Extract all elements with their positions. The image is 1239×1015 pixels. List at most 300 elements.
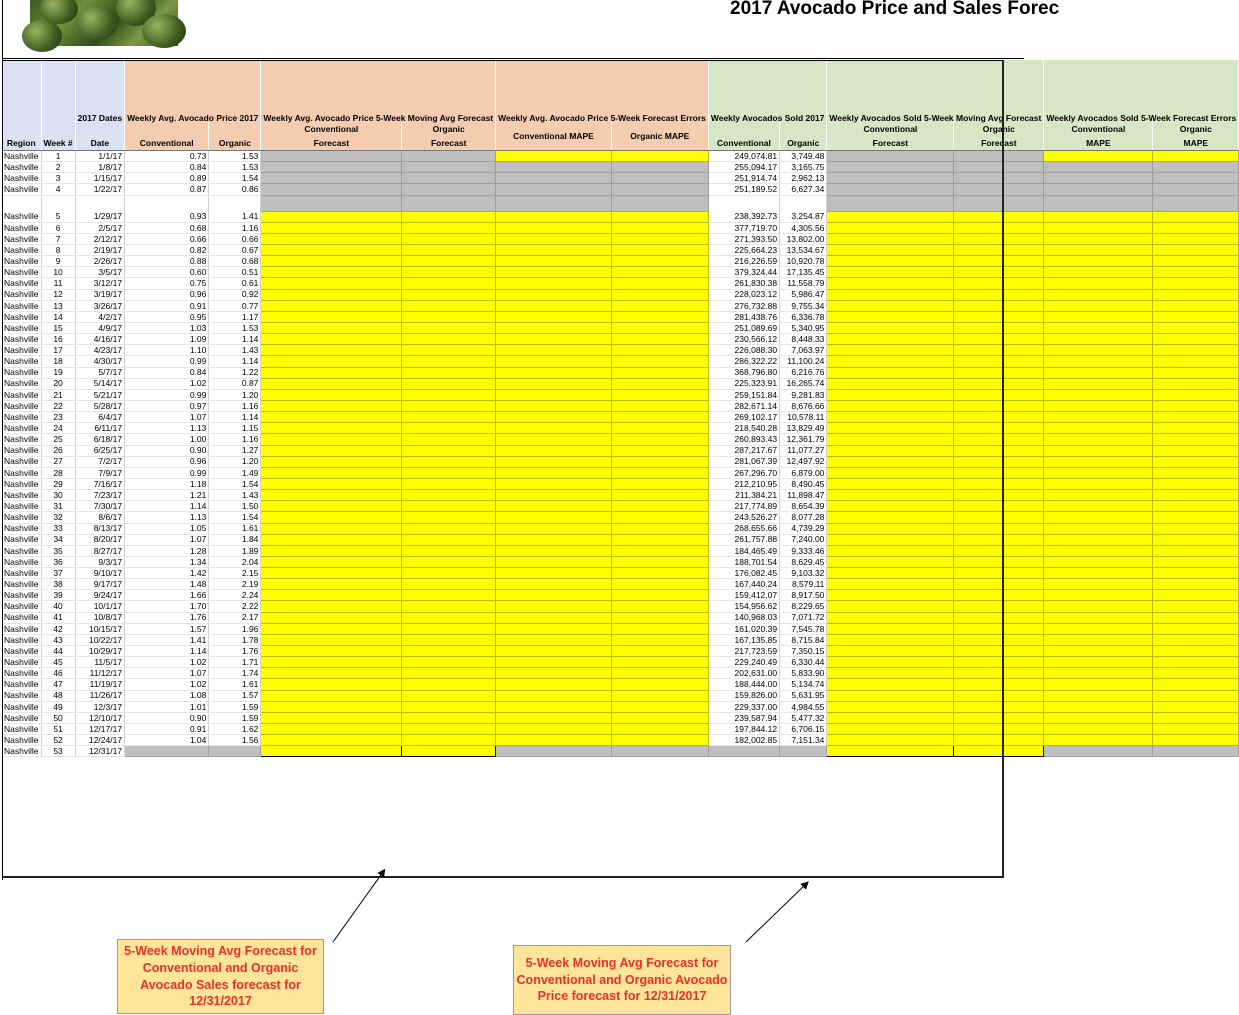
cell-price-org-mape bbox=[611, 568, 708, 579]
cell-region: Nashville bbox=[2, 345, 41, 356]
table-row bbox=[2, 412, 1239, 423]
cell-sold-conv-mape bbox=[1044, 211, 1153, 222]
cell-date: 4/9/17 bbox=[75, 322, 124, 333]
cell-sold-ma-org-forecast bbox=[954, 612, 1044, 623]
cell-week: 52 bbox=[41, 735, 75, 746]
cell-sold-org-mape bbox=[1153, 233, 1239, 244]
cell-sold-org-mape bbox=[1153, 657, 1239, 668]
cell-price-ma-org-forecast bbox=[402, 735, 496, 746]
cell-price-ma-org-forecast bbox=[402, 278, 496, 289]
cell-sold-organic: 8,448.33 bbox=[780, 334, 827, 345]
cell-sold-org-mape bbox=[1153, 222, 1239, 233]
cell-price-conv-mape bbox=[496, 456, 612, 467]
cell-week: 15 bbox=[41, 322, 75, 333]
cell-sold-organic: 6,216.76 bbox=[780, 367, 827, 378]
cell-sold-conventional: 271,393.50 bbox=[708, 233, 779, 244]
cell-region: Nashville bbox=[2, 690, 41, 701]
cell-sold-conv-mape bbox=[1044, 233, 1153, 244]
cell-sold-ma-conv-forecast bbox=[827, 512, 954, 523]
cell-sold-organic: 8,490.45 bbox=[780, 478, 827, 489]
cell-sold-org-mape bbox=[1153, 456, 1239, 467]
cell-sold-ma-org-forecast bbox=[954, 423, 1044, 434]
cell-date: 4/16/17 bbox=[75, 334, 124, 345]
h3-sold-err-conv-mape: MAPE bbox=[1044, 136, 1153, 151]
cell-price-organic: 0.68 bbox=[209, 256, 261, 267]
cell-sold-ma-org-forecast bbox=[954, 724, 1044, 735]
cell-price-org-mape bbox=[611, 456, 708, 467]
cell-sold-ma-org-forecast bbox=[954, 634, 1044, 645]
cell-week: 44 bbox=[41, 646, 75, 657]
annotation-arrows bbox=[0, 870, 1024, 950]
cell-price-org-mape bbox=[611, 556, 708, 567]
cell-sold-organic: 7,151.34 bbox=[780, 735, 827, 746]
cell-price-organic: 1.62 bbox=[209, 724, 261, 735]
cell-price-organic: 2.22 bbox=[209, 601, 261, 612]
cell-sold-conventional: 211,384.21 bbox=[708, 490, 779, 501]
cell-price-conventional: 0.99 bbox=[125, 467, 209, 478]
h2-price-err-conv-mape: Conventional MAPE bbox=[496, 122, 612, 151]
cell-sold-ma-conv-forecast bbox=[827, 256, 954, 267]
cell-sold-organic: 5,631.95 bbox=[780, 690, 827, 701]
cell-sold-organic: 6,706.15 bbox=[780, 724, 827, 735]
cell-price-ma-conv-forecast bbox=[261, 278, 402, 289]
cell-price-ma-org-forecast bbox=[402, 244, 496, 255]
cell-week: 2 bbox=[41, 162, 75, 173]
cell-price-ma-conv-forecast bbox=[261, 378, 402, 389]
cell-price-conv-mape bbox=[496, 478, 612, 489]
cell-price-ma-conv-forecast bbox=[261, 400, 402, 411]
cell-price-org-mape bbox=[611, 545, 708, 556]
cell-region: Nashville bbox=[2, 151, 41, 162]
cell-week: 39 bbox=[41, 590, 75, 601]
cell-price-ma-conv-forecast bbox=[261, 634, 402, 645]
cell-date: 9/17/17 bbox=[75, 579, 124, 590]
cell-date: 3/5/17 bbox=[75, 267, 124, 278]
cell-sold-ma-org-forecast bbox=[954, 400, 1044, 411]
table-row bbox=[2, 151, 1239, 162]
cell-sold-ma-org-forecast bbox=[954, 657, 1044, 668]
cell-sold-organic: 8,229.65 bbox=[780, 601, 827, 612]
cell-date: 9/3/17 bbox=[75, 556, 124, 567]
cell-price-org-mape bbox=[611, 657, 708, 668]
cell-sold-ma-conv-forecast bbox=[827, 646, 954, 657]
table-row bbox=[2, 612, 1239, 623]
table-row bbox=[2, 545, 1239, 556]
cell-sold-org-mape bbox=[1153, 501, 1239, 512]
cell-sold-organic: 5,134.74 bbox=[780, 679, 827, 690]
header-week-blank bbox=[41, 60, 75, 122]
cell-date: 6/25/17 bbox=[75, 445, 124, 456]
h3-price-ma-org-forecast: Forecast bbox=[402, 136, 496, 151]
cell-region: Nashville bbox=[2, 579, 41, 590]
cell-date: 5/21/17 bbox=[75, 389, 124, 400]
cell-price-ma-conv-forecast bbox=[261, 590, 402, 601]
cell-price-org-mape bbox=[611, 389, 708, 400]
cell-sold-organic: 7,063.97 bbox=[780, 345, 827, 356]
cell-region: Nashville bbox=[2, 184, 41, 195]
h2-sold-err-org: Organic bbox=[1153, 122, 1239, 136]
cell-price-ma-conv-forecast bbox=[261, 456, 402, 467]
cell-sold-ma-conv-forecast bbox=[827, 746, 954, 757]
cell-price-conv-mape bbox=[496, 679, 612, 690]
cell-sold-ma-org-forecast bbox=[954, 445, 1044, 456]
cell-price-conv-mape bbox=[496, 690, 612, 701]
cell-sold-ma-conv-forecast bbox=[827, 267, 954, 278]
cell-price-conv-mape bbox=[496, 746, 612, 757]
cell-sold-conventional: 167,440.24 bbox=[708, 579, 779, 590]
cell-week: 26 bbox=[41, 445, 75, 456]
cell-week: 8 bbox=[41, 244, 75, 255]
cell-week: 53 bbox=[41, 746, 75, 757]
cell-date: 8/6/17 bbox=[75, 512, 124, 523]
cell-price-org-mape bbox=[611, 233, 708, 244]
cell-sold-organic: 12,361.79 bbox=[780, 434, 827, 445]
cell-sold-org-mape bbox=[1153, 590, 1239, 601]
cell-price-ma-conv-forecast bbox=[261, 712, 402, 723]
cell-week: 27 bbox=[41, 456, 75, 467]
cell-sold-ma-conv-forecast bbox=[827, 311, 954, 322]
cell-sold-org-mape bbox=[1153, 467, 1239, 478]
cell-sold-ma-conv-forecast bbox=[827, 601, 954, 612]
cell-sold-ma-org-forecast bbox=[954, 668, 1044, 679]
cell-price-conv-mape bbox=[496, 345, 612, 356]
cell-sold-org-mape bbox=[1153, 478, 1239, 489]
cell-region: Nashville bbox=[2, 412, 41, 423]
cell-price-ma-conv-forecast bbox=[261, 556, 402, 567]
cell-sold-conventional: 230,566.12 bbox=[708, 334, 779, 345]
cell-sold-conventional: 368,796.80 bbox=[708, 367, 779, 378]
cell-sold-organic: 6,336.78 bbox=[780, 311, 827, 322]
cell-sold-org-mape bbox=[1153, 523, 1239, 534]
cell-sold-conventional: 267,296.70 bbox=[708, 467, 779, 478]
cell-price-ma-conv-forecast bbox=[261, 222, 402, 233]
cell-price-ma-conv-forecast bbox=[261, 623, 402, 634]
cell-sold-organic: 7,240.00 bbox=[780, 534, 827, 545]
cell-price-org-mape bbox=[611, 356, 708, 367]
cell-sold-ma-conv-forecast bbox=[827, 434, 954, 445]
cell-sold-org-mape bbox=[1153, 267, 1239, 278]
cell-date: 1/22/17 bbox=[75, 184, 124, 195]
cell-region: Nashville bbox=[2, 400, 41, 411]
cell-region: Nashville bbox=[2, 679, 41, 690]
cell-sold-org-mape bbox=[1153, 322, 1239, 333]
cell-price-ma-conv-forecast bbox=[261, 467, 402, 478]
cell-region: Nashville bbox=[2, 173, 41, 184]
cell-sold-conventional: 140,968.03 bbox=[708, 612, 779, 623]
cell-region: Nashville bbox=[2, 646, 41, 657]
cell-sold-conventional: 176,082.45 bbox=[708, 568, 779, 579]
cell-sold-conventional: 255,094.17 bbox=[708, 162, 779, 173]
cell-sold-conventional: 202,631.00 bbox=[708, 668, 779, 679]
cell-price-conv-mape bbox=[496, 184, 612, 195]
cell-region: Nashville bbox=[2, 211, 41, 222]
cell-price-org-mape bbox=[611, 590, 708, 601]
h3-week: Week # bbox=[41, 136, 75, 151]
cell-week: 32 bbox=[41, 512, 75, 523]
table-row bbox=[2, 233, 1239, 244]
h2-sold-err-conv: Conventional bbox=[1044, 122, 1153, 136]
cell-sold-conv-mape bbox=[1044, 601, 1153, 612]
note-price-forecast: 5-Week Moving Avg Forecast for Conventional and Organic Avocado Price forecast for 12/31/2017 bbox=[513, 945, 731, 1015]
table-row bbox=[2, 456, 1239, 467]
h2-sold-ma-org: Organic bbox=[954, 122, 1044, 136]
cell-price-org-mape bbox=[611, 601, 708, 612]
cell-region: Nashville bbox=[2, 367, 41, 378]
cell-sold-organic: 17,135.45 bbox=[780, 267, 827, 278]
cell-sold-organic: 11,100.24 bbox=[780, 356, 827, 367]
cell-sold-org-mape bbox=[1153, 367, 1239, 378]
cell-sold-conv-mape bbox=[1044, 701, 1153, 712]
cell-region: Nashville bbox=[2, 545, 41, 556]
cell-price-conventional: 0.99 bbox=[125, 389, 209, 400]
cell-price-org-mape bbox=[611, 412, 708, 423]
cell-week: 47 bbox=[41, 679, 75, 690]
cell-price-organic: 1.54 bbox=[209, 173, 261, 184]
h2-price-ma-conv: Conventional bbox=[261, 122, 402, 136]
cell-sold-conv-mape bbox=[1044, 367, 1153, 378]
table-row bbox=[2, 701, 1239, 712]
cell-sold-conv-mape bbox=[1044, 456, 1153, 467]
table-row bbox=[2, 590, 1239, 601]
cell-region: Nashville bbox=[2, 746, 41, 757]
cell-price-organic: 1.78 bbox=[209, 634, 261, 645]
cell-price-organic: 1.16 bbox=[209, 222, 261, 233]
cell-region: Nashville bbox=[2, 467, 41, 478]
cell-price-conv-mape bbox=[496, 668, 612, 679]
cell-sold-ma-org-forecast bbox=[954, 545, 1044, 556]
cell-price-ma-org-forecast bbox=[402, 724, 496, 735]
cell-price-conventional: 0.96 bbox=[125, 289, 209, 300]
cell-price-conv-mape bbox=[496, 501, 612, 512]
cell-sold-ma-conv-forecast bbox=[827, 244, 954, 255]
cell-sold-ma-org-forecast bbox=[954, 322, 1044, 333]
cell-region: Nashville bbox=[2, 523, 41, 534]
cell-sold-conv-mape bbox=[1044, 278, 1153, 289]
cell-price-org-mape bbox=[611, 378, 708, 389]
cell-sold-organic: 6,879.00 bbox=[780, 467, 827, 478]
cell-sold-org-mape bbox=[1153, 244, 1239, 255]
cell-sold-ma-org-forecast bbox=[954, 679, 1044, 690]
cell-sold-ma-org-forecast bbox=[954, 211, 1044, 222]
cell-sold-conv-mape bbox=[1044, 679, 1153, 690]
table-row bbox=[2, 222, 1239, 233]
table-row bbox=[2, 657, 1239, 668]
cell-date: 10/29/17 bbox=[75, 646, 124, 657]
header-sold: Weekly Avocados Sold 2017 bbox=[708, 60, 827, 122]
cell-week: 18 bbox=[41, 356, 75, 367]
cell-date: 2/12/17 bbox=[75, 233, 124, 244]
cell-sold-conventional: 260,893.43 bbox=[708, 434, 779, 445]
cell-sold-ma-org-forecast bbox=[954, 456, 1044, 467]
cell-price-conventional: 1.00 bbox=[125, 434, 209, 445]
cell-week: 48 bbox=[41, 690, 75, 701]
cell-sold-conv-mape bbox=[1044, 724, 1153, 735]
cell-region: Nashville bbox=[2, 501, 41, 512]
cell-week: 25 bbox=[41, 434, 75, 445]
cell-sold-ma-org-forecast bbox=[954, 151, 1044, 162]
cell-sold-conv-mape bbox=[1044, 400, 1153, 411]
cell-date: 4/2/17 bbox=[75, 311, 124, 322]
cell-sold-organic: 8,715.84 bbox=[780, 634, 827, 645]
cell-price-ma-org-forecast bbox=[402, 423, 496, 434]
table-row bbox=[2, 278, 1239, 289]
cell-sold-ma-conv-forecast bbox=[827, 712, 954, 723]
cell-sold-ma-org-forecast bbox=[954, 184, 1044, 195]
cell-sold-conventional: 251,189.52 bbox=[708, 184, 779, 195]
cell-price-conv-mape bbox=[496, 445, 612, 456]
cell-price-ma-org-forecast bbox=[402, 184, 496, 195]
cell-sold-conv-mape bbox=[1044, 467, 1153, 478]
cell-region: Nashville bbox=[2, 456, 41, 467]
cell-price-conventional: 0.91 bbox=[125, 300, 209, 311]
cell-price-ma-org-forecast bbox=[402, 322, 496, 333]
cell-price-conventional: 0.93 bbox=[125, 211, 209, 222]
cell-price-conv-mape bbox=[496, 523, 612, 534]
cell-price-conv-mape bbox=[496, 334, 612, 345]
cell-region: Nashville bbox=[2, 724, 41, 735]
cell-price-conventional: 1.66 bbox=[125, 590, 209, 601]
cell-sold-org-mape bbox=[1153, 311, 1239, 322]
cell-price-conv-mape bbox=[496, 646, 612, 657]
cell-week: 35 bbox=[41, 545, 75, 556]
note-sales-forecast: 5-Week Moving Avg Forecast for Conventional and Organic Avocado Sales forecast for 12/31/2017 bbox=[117, 939, 324, 1014]
cell-price-ma-org-forecast bbox=[402, 222, 496, 233]
cell-sold-conventional: 159,826.00 bbox=[708, 690, 779, 701]
cell-date: 1/1/17 bbox=[75, 151, 124, 162]
cell-region: Nashville bbox=[2, 289, 41, 300]
table-row bbox=[2, 267, 1239, 278]
cell-date: 1/15/17 bbox=[75, 173, 124, 184]
cell-region: Nashville bbox=[2, 623, 41, 634]
cell-price-conventional: 0.73 bbox=[125, 151, 209, 162]
cell-sold-org-mape bbox=[1153, 378, 1239, 389]
h3-date: Date bbox=[75, 136, 124, 151]
cell-price-org-mape bbox=[611, 345, 708, 356]
cell-sold-ma-conv-forecast bbox=[827, 478, 954, 489]
cell-week: 17 bbox=[41, 345, 75, 356]
cell-price-conventional: 0.97 bbox=[125, 400, 209, 411]
cell-price-ma-org-forecast bbox=[402, 701, 496, 712]
cell-price-conv-mape bbox=[496, 222, 612, 233]
cell-region: Nashville bbox=[2, 512, 41, 523]
cell-price-organic: 1.76 bbox=[209, 646, 261, 657]
cell-price-ma-org-forecast bbox=[402, 556, 496, 567]
cell-sold-ma-org-forecast bbox=[954, 311, 1044, 322]
cell-sold-org-mape bbox=[1153, 512, 1239, 523]
cell-date: 4/23/17 bbox=[75, 345, 124, 356]
table-row bbox=[2, 445, 1239, 456]
cell-sold-conventional: 281,438.76 bbox=[708, 311, 779, 322]
cell-price-org-mape bbox=[611, 256, 708, 267]
table-row bbox=[2, 467, 1239, 478]
table-row bbox=[2, 646, 1239, 657]
forecast-table bbox=[2, 60, 1239, 757]
cell-sold-conv-mape bbox=[1044, 568, 1153, 579]
cell-sold-conv-mape bbox=[1044, 545, 1153, 556]
header-sold-err: Weekly Avocados Sold 5-Week Forecast Errors bbox=[1044, 60, 1239, 122]
cell-sold-ma-org-forecast bbox=[954, 512, 1044, 523]
cell-sold-conventional: 249,074.81 bbox=[708, 151, 779, 162]
cell-sold-organic: 5,340.95 bbox=[780, 322, 827, 333]
cell-sold-organic: 3,165.75 bbox=[780, 162, 827, 173]
cell-week: 34 bbox=[41, 534, 75, 545]
cell-price-organic: 1.17 bbox=[209, 311, 261, 322]
cell-price-conventional: 0.96 bbox=[125, 456, 209, 467]
cell-price-organic: 1.14 bbox=[209, 412, 261, 423]
cell-sold-organic: 10,920.78 bbox=[780, 256, 827, 267]
cell-sold-conv-mape bbox=[1044, 634, 1153, 645]
cell-sold-organic: 6,330.44 bbox=[780, 657, 827, 668]
cell-price-org-mape bbox=[611, 173, 708, 184]
table-row bbox=[2, 746, 1239, 757]
cell-sold-ma-org-forecast bbox=[954, 701, 1044, 712]
cell-price-organic: 0.61 bbox=[209, 278, 261, 289]
cell-date: 12/24/17 bbox=[75, 735, 124, 746]
cell-sold-org-mape bbox=[1153, 724, 1239, 735]
cell-region: Nashville bbox=[2, 657, 41, 668]
cell-sold-org-mape bbox=[1153, 601, 1239, 612]
cell-sold-org-mape bbox=[1153, 356, 1239, 367]
cell-sold-ma-conv-forecast bbox=[827, 690, 954, 701]
cell-sold-organic: 9,755.34 bbox=[780, 300, 827, 311]
cell-sold-ma-conv-forecast bbox=[827, 356, 954, 367]
cell-price-organic: 1.56 bbox=[209, 735, 261, 746]
cell-sold-organic: 4,984.55 bbox=[780, 701, 827, 712]
cell-price-ma-conv-forecast bbox=[261, 345, 402, 356]
cell-price-conventional: 0.89 bbox=[125, 173, 209, 184]
table-row bbox=[2, 634, 1239, 645]
cell-price-conventional: 1.02 bbox=[125, 679, 209, 690]
cell-price-conv-mape bbox=[496, 568, 612, 579]
cell-week: 4 bbox=[41, 184, 75, 195]
cell-sold-organic: 8,917.50 bbox=[780, 590, 827, 601]
cell-week: 38 bbox=[41, 579, 75, 590]
header-row-2 bbox=[2, 122, 1239, 136]
cell-week: 12 bbox=[41, 289, 75, 300]
cell-week: 28 bbox=[41, 467, 75, 478]
cell-price-organic: 1.22 bbox=[209, 367, 261, 378]
cell-sold-ma-org-forecast bbox=[954, 712, 1044, 723]
cell-sold-conventional: 239,587.94 bbox=[708, 712, 779, 723]
table-row bbox=[2, 623, 1239, 634]
cell-sold-ma-conv-forecast bbox=[827, 523, 954, 534]
header-price-err: Weekly Avg. Avocado Price 5-Week Forecast Errors bbox=[496, 60, 709, 122]
cell-sold-org-mape bbox=[1153, 345, 1239, 356]
cell-week: 42 bbox=[41, 623, 75, 634]
cell-sold-organic: 8,629.45 bbox=[780, 556, 827, 567]
table-row bbox=[2, 356, 1239, 367]
cell-date: 6/4/17 bbox=[75, 412, 124, 423]
cell-price-org-mape bbox=[611, 634, 708, 645]
cell-sold-ma-conv-forecast bbox=[827, 568, 954, 579]
cell-price-org-mape bbox=[611, 668, 708, 679]
cell-price-conventional: 1.07 bbox=[125, 412, 209, 423]
cell-price-ma-org-forecast bbox=[402, 534, 496, 545]
header-row-1 bbox=[2, 60, 1239, 122]
cell-price-conventional: 1.48 bbox=[125, 579, 209, 590]
cell-sold-organic: 9,103.32 bbox=[780, 568, 827, 579]
cell-price-org-mape bbox=[611, 523, 708, 534]
cell-price-conventional: 1.04 bbox=[125, 735, 209, 746]
cell-price-ma-org-forecast bbox=[402, 334, 496, 345]
cell-sold-organic: 7,071.72 bbox=[780, 612, 827, 623]
cell-sold-ma-org-forecast bbox=[954, 601, 1044, 612]
cell-sold-ma-org-forecast bbox=[954, 173, 1044, 184]
cell-price-org-mape bbox=[611, 490, 708, 501]
cell-sold-ma-org-forecast bbox=[954, 690, 1044, 701]
h3-price-ma-conv-forecast: Forecast bbox=[261, 136, 402, 151]
cell-price-ma-org-forecast bbox=[402, 679, 496, 690]
